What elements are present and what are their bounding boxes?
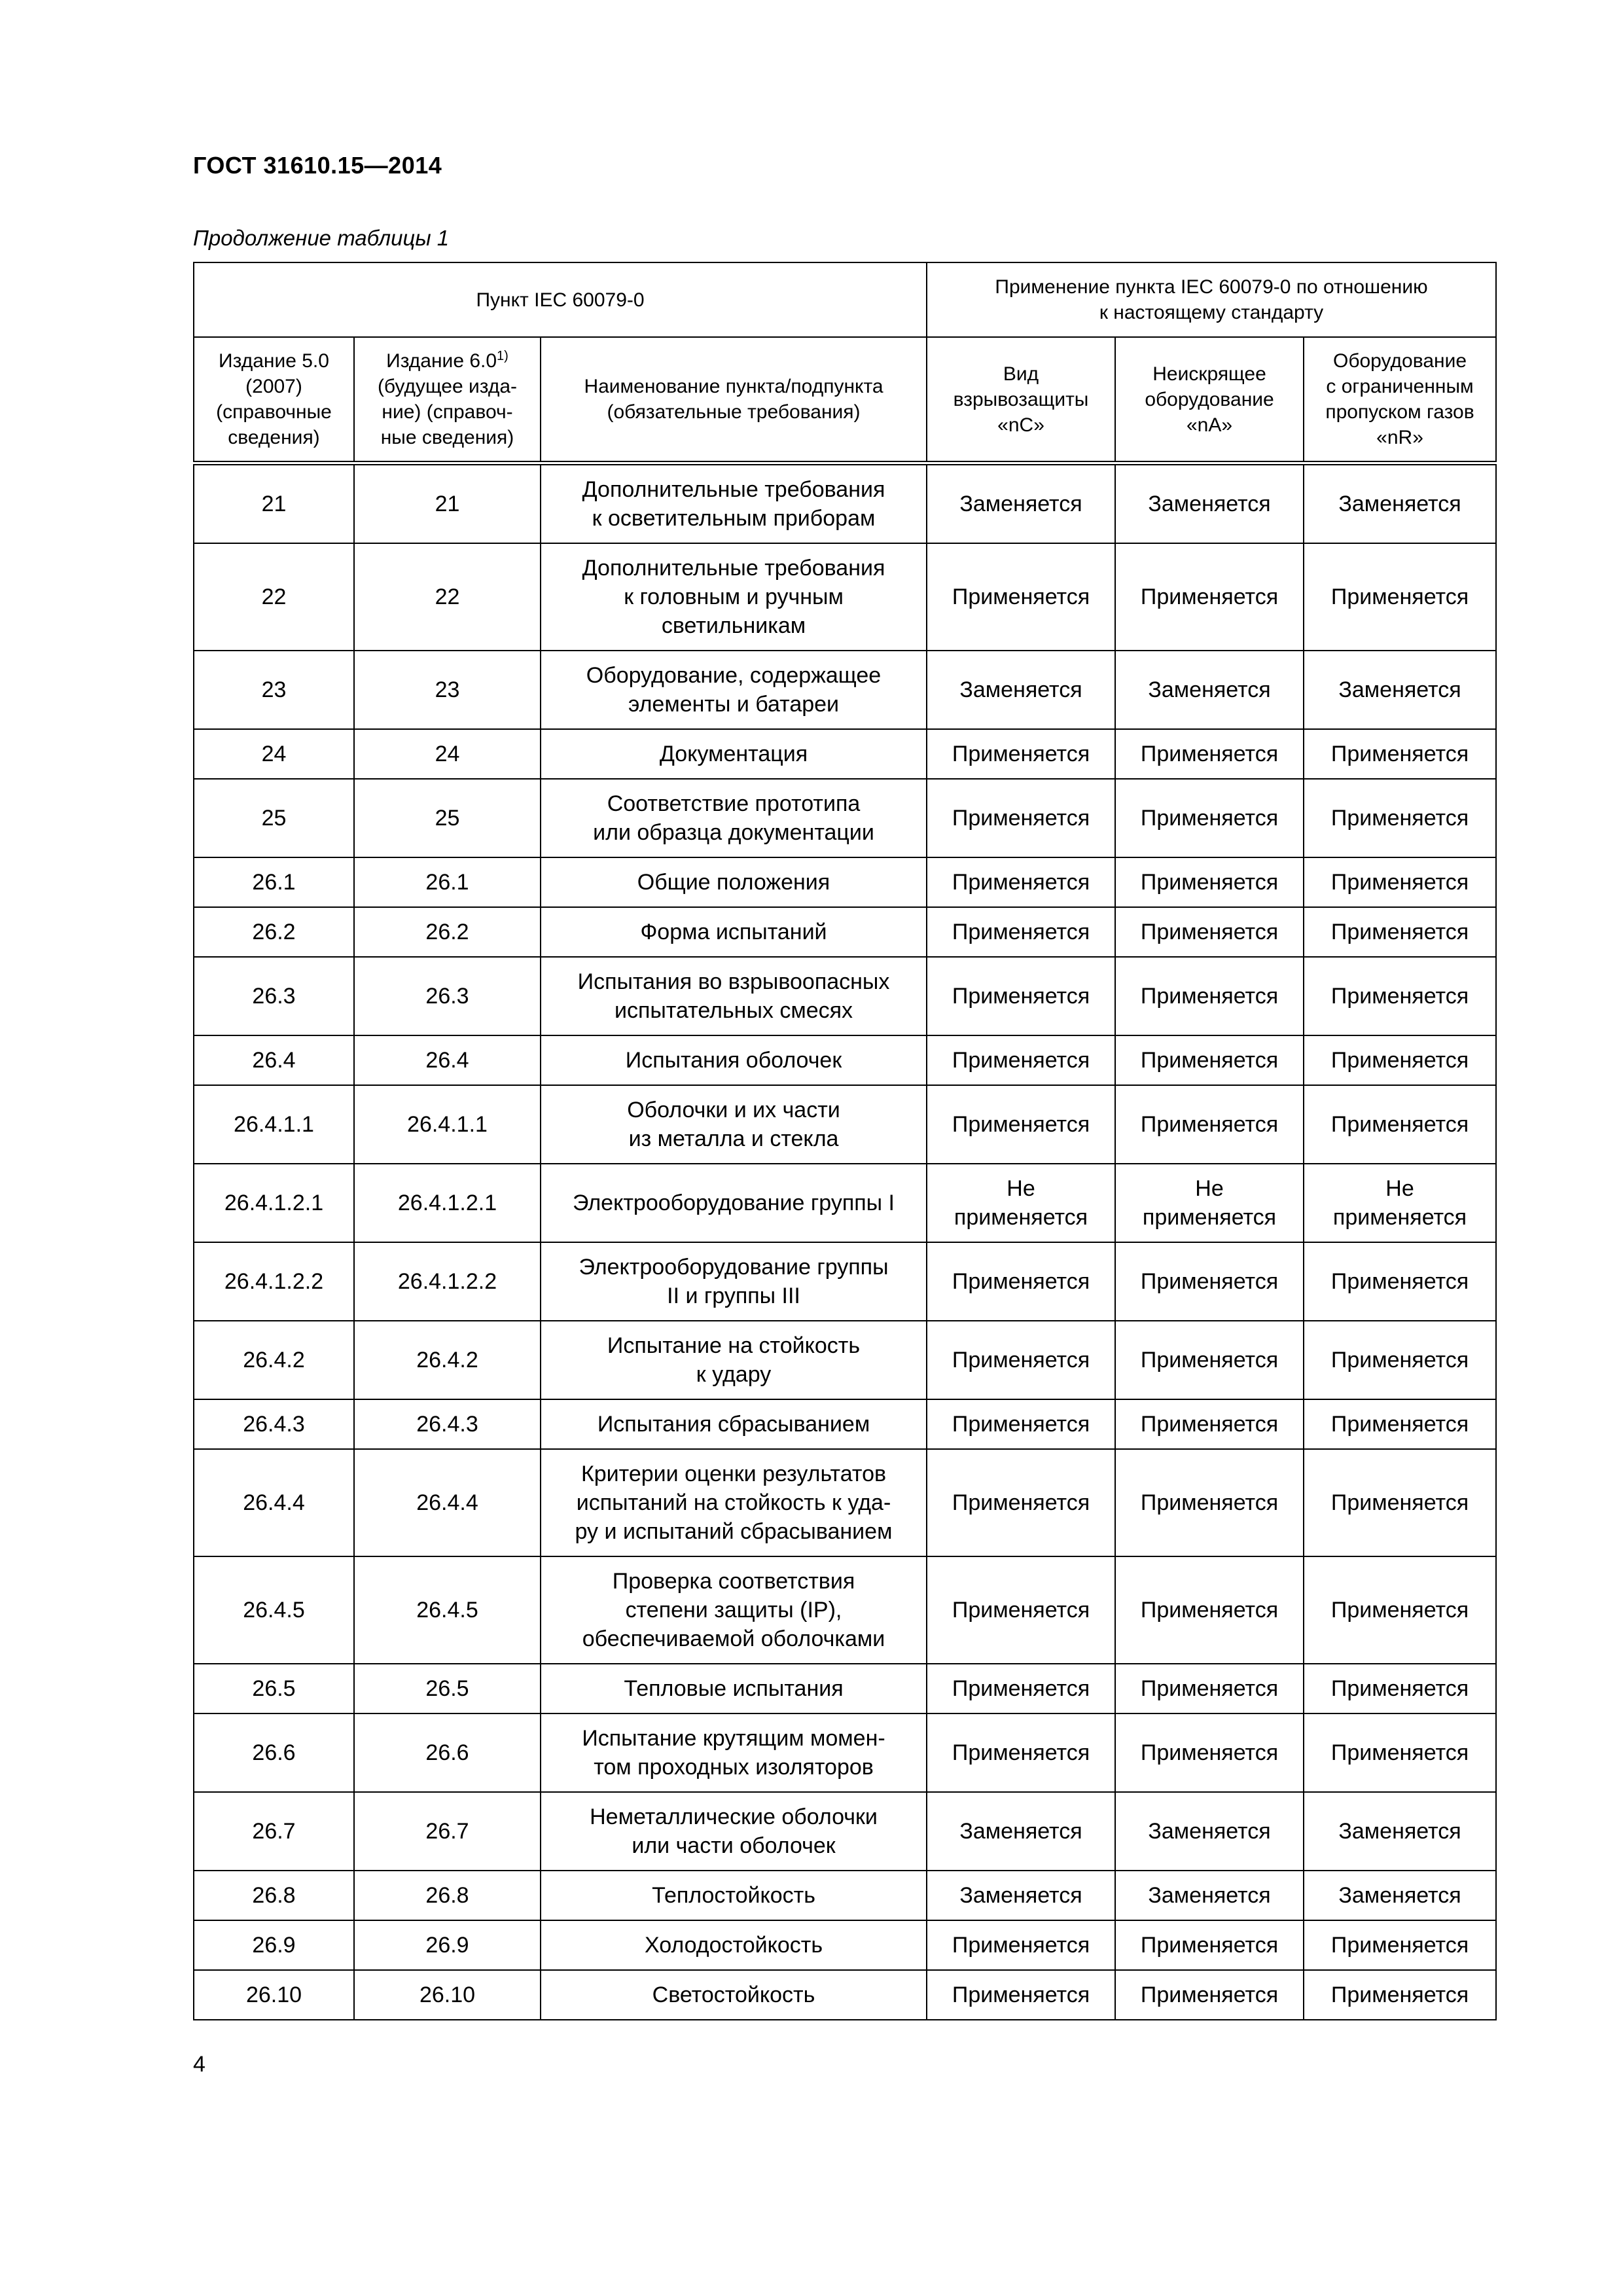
cell-clause-name — [541, 1664, 927, 1713]
header-line: (обязательные требования) — [607, 401, 861, 423]
table-row — [194, 1035, 1496, 1085]
cell-edition-5: 26.4.4 — [194, 1449, 354, 1556]
cell-line: том проходных изоляторов — [594, 1755, 874, 1780]
cell-clause-name — [541, 1792, 927, 1871]
table-row — [194, 957, 1496, 1035]
cell-line: Заменяется — [1148, 677, 1271, 702]
cell-clause-name — [541, 1920, 927, 1970]
cell-status-na — [1115, 857, 1304, 907]
cell-line: Применяется — [1330, 1676, 1469, 1701]
cell-line: Применяется — [1140, 584, 1279, 609]
table-row — [194, 1792, 1496, 1871]
header-group-application — [927, 262, 1496, 337]
cell-status-nr — [1304, 1085, 1496, 1164]
cell-status-na — [1115, 779, 1304, 857]
cell-edition-5: 21 — [194, 463, 354, 544]
cell-line: Применяется — [1330, 1740, 1469, 1765]
cell-status-nr — [1304, 1792, 1496, 1871]
cell-line: Дополнительные требования — [582, 555, 885, 581]
cell-edition-6: 24 — [354, 729, 541, 779]
cell-status-nc — [927, 1085, 1115, 1164]
cell-status-nc — [927, 1871, 1115, 1920]
cell-line: Критерии оценки результатов — [580, 1461, 887, 1486]
cell-status-nr — [1304, 1164, 1496, 1242]
cell-status-nr — [1304, 1321, 1496, 1399]
cell-line: Применяется — [1140, 1047, 1279, 1073]
cell-clause-name — [541, 1321, 927, 1399]
cell-status-nr — [1304, 1449, 1496, 1556]
cell-line: Применяется — [1140, 1347, 1279, 1372]
cell-line: II и группы III — [667, 1283, 800, 1308]
table-row — [194, 1664, 1496, 1713]
header-protection-nc — [927, 337, 1115, 463]
cell-clause-name — [541, 779, 927, 857]
cell-line: Заменяется — [959, 677, 1082, 702]
cell-line: Применяется — [1330, 1047, 1469, 1073]
cell-line: Форма испытаний — [640, 919, 827, 944]
cell-line: Не — [1007, 1175, 1035, 1201]
cell-edition-6: 26.9 — [354, 1920, 541, 1970]
cell-status-nc — [927, 729, 1115, 779]
cell-edition-5: 26.10 — [194, 1970, 354, 2020]
header-clause-name — [541, 337, 927, 463]
cell-line: Применяется — [1140, 1268, 1279, 1294]
cell-line: из металла и стекла — [628, 1126, 839, 1151]
cell-line: к удару — [696, 1362, 772, 1387]
header-line: сведения) — [228, 427, 320, 448]
cell-status-na — [1115, 1871, 1304, 1920]
cell-line: Проверка соответствия — [612, 1568, 855, 1594]
header-group-iec-clause: Пункт IEC 60079-0 — [194, 262, 927, 337]
cell-line: применяется — [954, 1205, 1088, 1230]
cell-line: Заменяется — [1338, 491, 1461, 516]
cell-line: Дополнительные требования — [582, 476, 885, 502]
cell-status-na — [1115, 651, 1304, 729]
cell-status-nc — [927, 1449, 1115, 1556]
cell-line: Испытания во взрывоопасных — [577, 969, 890, 994]
cell-edition-6: 26.5 — [354, 1664, 541, 1713]
table-row — [194, 1713, 1496, 1792]
header-line: ние) (справоч- — [382, 401, 513, 423]
header-restricted-breathing-nr — [1304, 337, 1496, 463]
page-number: 4 — [193, 2052, 205, 2077]
cell-line: Применяется — [1330, 805, 1469, 831]
clause-application-table — [193, 262, 1497, 2020]
header-line: к настоящему стандарту — [1099, 302, 1324, 323]
table-row — [194, 1920, 1496, 1970]
cell-line: Электрооборудование группы I — [573, 1190, 895, 1215]
cell-line: Применяется — [952, 805, 1090, 831]
cell-edition-6: 26.4.4 — [354, 1449, 541, 1556]
cell-line: Применяется — [952, 1411, 1090, 1437]
cell-line: Электрооборудование группы — [579, 1254, 889, 1280]
cell-line: Общие положения — [637, 869, 830, 895]
cell-line: испытаний на стойкость к уда- — [576, 1490, 891, 1515]
cell-edition-6: 26.1 — [354, 857, 541, 907]
header-line: (2007) — [245, 376, 302, 397]
cell-line: Применяется — [952, 1490, 1090, 1515]
header-line: взрывозащиты — [953, 388, 1089, 410]
header-line-text: Издание 6.0 — [386, 350, 497, 372]
cell-line: Применяется — [1330, 1597, 1469, 1623]
cell-line: Заменяется — [959, 1818, 1082, 1844]
cell-status-nc — [927, 907, 1115, 957]
cell-line: Испытание крутящим момен- — [582, 1725, 885, 1751]
cell-status-nc — [927, 1399, 1115, 1449]
cell-edition-5: 25 — [194, 779, 354, 857]
cell-line: к осветительным приборам — [592, 506, 876, 531]
header-line: «nR» — [1376, 427, 1423, 448]
cell-edition-5: 26.4 — [194, 1035, 354, 1085]
cell-status-na — [1115, 907, 1304, 957]
cell-status-nc — [927, 1242, 1115, 1321]
cell-status-nc — [927, 1035, 1115, 1085]
header-line: Оборудование — [1332, 350, 1467, 372]
table-body — [194, 463, 1496, 2020]
cell-clause-name — [541, 1164, 927, 1242]
cell-clause-name — [541, 1035, 927, 1085]
cell-line: Применяется — [952, 1597, 1090, 1623]
cell-line: Испытание на стойкость — [607, 1333, 861, 1358]
cell-status-nc — [927, 463, 1115, 544]
header-line: «nA» — [1186, 414, 1233, 436]
cell-line: применяется — [1332, 1205, 1467, 1230]
cell-line: Применяется — [1330, 919, 1469, 944]
cell-line: Заменяется — [1148, 1818, 1271, 1844]
cell-status-na — [1115, 1399, 1304, 1449]
cell-status-nr — [1304, 1664, 1496, 1713]
cell-line: Испытания оболочек — [625, 1047, 842, 1073]
footnote-mark: 1) — [497, 349, 508, 363]
cell-status-na — [1115, 463, 1304, 544]
cell-line: Светостойкость — [652, 1982, 815, 2007]
cell-line: Применяется — [1140, 805, 1279, 831]
header-line: пропуском газов — [1325, 401, 1474, 423]
header-line — [361, 348, 533, 374]
table-row — [194, 463, 1496, 544]
cell-status-nr — [1304, 857, 1496, 907]
header-edition-6 — [354, 337, 541, 463]
header-line: оборудование — [1145, 388, 1274, 410]
cell-line: Применяется — [1140, 1411, 1279, 1437]
cell-edition-6: 26.8 — [354, 1871, 541, 1920]
cell-line: Применяется — [952, 1676, 1090, 1701]
header-line: Вид — [1003, 363, 1039, 385]
cell-status-na — [1115, 1242, 1304, 1321]
cell-line: Применяется — [1330, 1111, 1469, 1137]
cell-edition-5: 26.5 — [194, 1664, 354, 1713]
cell-clause-name — [541, 1556, 927, 1664]
cell-status-nc — [927, 543, 1115, 651]
cell-edition-5: 24 — [194, 729, 354, 779]
cell-clause-name — [541, 1399, 927, 1449]
cell-edition-6: 26.4.1.2.2 — [354, 1242, 541, 1321]
cell-edition-6: 26.6 — [354, 1713, 541, 1792]
cell-edition-5: 26.4.2 — [194, 1321, 354, 1399]
cell-status-nc — [927, 651, 1115, 729]
cell-edition-6: 26.10 — [354, 1970, 541, 2020]
cell-status-na — [1115, 1164, 1304, 1242]
cell-status-nc — [927, 1920, 1115, 1970]
cell-status-na — [1115, 1713, 1304, 1792]
header-line: Издание 5.0 — [219, 350, 329, 372]
cell-edition-5: 26.1 — [194, 857, 354, 907]
cell-edition-5: 26.4.1.1 — [194, 1085, 354, 1164]
cell-line: Заменяется — [1148, 1882, 1271, 1908]
cell-status-nc — [927, 1792, 1115, 1871]
cell-line: Документация — [659, 741, 808, 766]
table-row — [194, 1242, 1496, 1321]
cell-status-na — [1115, 1035, 1304, 1085]
cell-status-na — [1115, 1321, 1304, 1399]
cell-status-na — [1115, 1085, 1304, 1164]
cell-status-na — [1115, 1792, 1304, 1871]
cell-edition-5: 26.4.5 — [194, 1556, 354, 1664]
cell-edition-6: 26.3 — [354, 957, 541, 1035]
cell-status-nr — [1304, 1035, 1496, 1085]
cell-status-nc — [927, 1321, 1115, 1399]
cell-clause-name — [541, 1871, 927, 1920]
cell-line: Применяется — [952, 1111, 1090, 1137]
cell-status-nc — [927, 1713, 1115, 1792]
cell-clause-name — [541, 857, 927, 907]
cell-edition-5: 26.7 — [194, 1792, 354, 1871]
cell-clause-name — [541, 1449, 927, 1556]
cell-status-nr — [1304, 651, 1496, 729]
cell-status-nr — [1304, 1970, 1496, 2020]
cell-line: к головным и ручным — [624, 584, 844, 609]
cell-line: Применяется — [952, 1268, 1090, 1294]
cell-edition-5: 26.4.1.2.2 — [194, 1242, 354, 1321]
cell-line: Применяется — [952, 1982, 1090, 2007]
table-row — [194, 1970, 1496, 2020]
table-row — [194, 1871, 1496, 1920]
cell-status-na — [1115, 1556, 1304, 1664]
cell-clause-name — [541, 543, 927, 651]
cell-edition-5: 26.3 — [194, 957, 354, 1035]
cell-line: Заменяется — [1338, 1882, 1461, 1908]
header-line: ные сведения) — [380, 427, 514, 448]
cell-line: Оборудование, содержащее — [586, 662, 882, 688]
cell-line: Применяется — [952, 1740, 1090, 1765]
cell-edition-6: 26.4.5 — [354, 1556, 541, 1664]
header-line: Неискрящее — [1152, 363, 1266, 385]
cell-line: Применяется — [1140, 1982, 1279, 2007]
cell-line: Применяется — [952, 919, 1090, 944]
cell-status-na — [1115, 1449, 1304, 1556]
cell-line: Неметаллические оболочки — [590, 1804, 878, 1829]
cell-status-na — [1115, 1664, 1304, 1713]
cell-status-na — [1115, 543, 1304, 651]
cell-edition-6: 26.2 — [354, 907, 541, 957]
cell-status-nc — [927, 1970, 1115, 2020]
cell-status-nc — [927, 1664, 1115, 1713]
cell-line: Применяется — [952, 869, 1090, 895]
table-header-group-row — [194, 262, 1496, 337]
cell-edition-6: 26.4.3 — [354, 1399, 541, 1449]
header-line: (будущее изда- — [377, 376, 518, 397]
cell-line: Соответствие прототипа — [607, 791, 861, 816]
table-row — [194, 1321, 1496, 1399]
cell-clause-name — [541, 1085, 927, 1164]
cell-line: Применяется — [952, 1047, 1090, 1073]
cell-line: Применяется — [1330, 1347, 1469, 1372]
cell-line: испытательных смесях — [614, 998, 853, 1023]
cell-line: Применяется — [1330, 584, 1469, 609]
cell-status-nr — [1304, 1242, 1496, 1321]
cell-line: Применяется — [1330, 1932, 1469, 1958]
cell-status-nr — [1304, 1713, 1496, 1792]
cell-status-nr — [1304, 1556, 1496, 1664]
table-row — [194, 729, 1496, 779]
cell-edition-5: 26.4.3 — [194, 1399, 354, 1449]
cell-status-nr — [1304, 779, 1496, 857]
cell-status-na — [1115, 1970, 1304, 2020]
cell-status-nr — [1304, 543, 1496, 651]
cell-clause-name — [541, 1713, 927, 1792]
cell-line: Теплостойкость — [652, 1882, 815, 1908]
cell-line: Применяется — [1140, 741, 1279, 766]
cell-clause-name — [541, 1242, 927, 1321]
cell-line: Заменяется — [959, 491, 1082, 516]
cell-line: Применяется — [1330, 1411, 1469, 1437]
cell-line: Не — [1195, 1175, 1224, 1201]
cell-clause-name — [541, 907, 927, 957]
cell-line: Применяется — [1140, 1932, 1279, 1958]
cell-line: Заменяется — [1338, 677, 1461, 702]
cell-edition-5: 26.9 — [194, 1920, 354, 1970]
cell-line: Применяется — [1330, 1982, 1469, 2007]
cell-line: Применяется — [1140, 869, 1279, 895]
header-edition-5 — [194, 337, 354, 463]
cell-clause-name — [541, 651, 927, 729]
cell-edition-6: 23 — [354, 651, 541, 729]
cell-status-nr — [1304, 1920, 1496, 1970]
cell-status-nr — [1304, 1399, 1496, 1449]
cell-edition-5: 23 — [194, 651, 354, 729]
cell-status-nr — [1304, 907, 1496, 957]
cell-status-na — [1115, 1920, 1304, 1970]
cell-status-na — [1115, 957, 1304, 1035]
table-caption: Продолжение таблицы 1 — [193, 226, 450, 250]
cell-edition-5: 26.2 — [194, 907, 354, 957]
cell-line: Применяется — [1140, 1740, 1279, 1765]
cell-edition-6: 26.4.2 — [354, 1321, 541, 1399]
table-row — [194, 1085, 1496, 1164]
cell-edition-5: 26.6 — [194, 1713, 354, 1792]
table-row — [194, 1399, 1496, 1449]
cell-line: Применяется — [952, 1347, 1090, 1372]
cell-line: Тепловые испытания — [624, 1676, 844, 1701]
cell-status-nr — [1304, 463, 1496, 544]
cell-line: Применяется — [952, 1932, 1090, 1958]
cell-edition-6: 26.4 — [354, 1035, 541, 1085]
table-row — [194, 857, 1496, 907]
cell-line: Холодостойкость — [644, 1932, 823, 1958]
cell-line: Заменяется — [1338, 1818, 1461, 1844]
cell-line: Оболочки и их части — [627, 1097, 840, 1122]
cell-line: Испытания сбрасыванием — [597, 1411, 870, 1437]
cell-status-nc — [927, 957, 1115, 1035]
cell-line: Применяется — [1140, 919, 1279, 944]
document-code: ГОСТ 31610.15—2014 — [193, 152, 442, 179]
cell-edition-5: 26.4.1.2.1 — [194, 1164, 354, 1242]
cell-line: Применяется — [1140, 1111, 1279, 1137]
cell-clause-name — [541, 463, 927, 544]
cell-clause-name — [541, 1970, 927, 2020]
cell-line: Применяется — [952, 741, 1090, 766]
table-row — [194, 1449, 1496, 1556]
cell-line: Применяется — [1330, 1268, 1469, 1294]
cell-line: или образца документации — [593, 820, 874, 845]
cell-edition-6: 21 — [354, 463, 541, 544]
cell-line: Применяется — [1330, 741, 1469, 766]
cell-line: Применяется — [1140, 1490, 1279, 1515]
cell-status-nr — [1304, 957, 1496, 1035]
cell-line: Применяется — [1330, 869, 1469, 895]
table-header-column-row — [194, 337, 1496, 463]
cell-line: Применяется — [1140, 1676, 1279, 1701]
cell-line: применяется — [1142, 1205, 1277, 1230]
cell-status-nc — [927, 1556, 1115, 1664]
header-nonsparking-na — [1115, 337, 1304, 463]
header-line: «nC» — [997, 414, 1044, 436]
cell-line: Применяется — [1140, 983, 1279, 1009]
cell-line: Применяется — [1330, 983, 1469, 1009]
cell-line: Заменяется — [959, 1882, 1082, 1908]
header-line: Применение пункта IEC 60079-0 по отношению — [995, 276, 1428, 298]
cell-line: элементы и батареи — [628, 692, 840, 717]
header-line: с ограниченным — [1326, 376, 1474, 397]
cell-status-na — [1115, 729, 1304, 779]
cell-status-nr — [1304, 1871, 1496, 1920]
cell-line: степени защиты (IP), — [625, 1597, 842, 1623]
table-row — [194, 907, 1496, 957]
cell-status-nc — [927, 779, 1115, 857]
cell-edition-6: 26.7 — [354, 1792, 541, 1871]
cell-line: светильникам — [661, 613, 806, 639]
cell-line: Применяется — [1330, 1490, 1469, 1515]
cell-edition-6: 26.4.1.1 — [354, 1085, 541, 1164]
cell-edition-5: 26.8 — [194, 1871, 354, 1920]
cell-line: Заменяется — [1148, 491, 1271, 516]
cell-status-nc — [927, 857, 1115, 907]
header-line: Наименование пункта/подпункта — [584, 376, 883, 397]
table-row — [194, 543, 1496, 651]
cell-clause-name — [541, 957, 927, 1035]
cell-edition-5: 22 — [194, 543, 354, 651]
header-line: (справочные — [216, 401, 332, 423]
cell-line: ру и испытаний сбрасыванием — [575, 1519, 893, 1545]
table-row — [194, 779, 1496, 857]
cell-line: обеспечиваемой оболочками — [582, 1626, 885, 1652]
cell-line: Применяется — [1140, 1597, 1279, 1623]
cell-status-nr — [1304, 729, 1496, 779]
cell-edition-6: 26.4.1.2.1 — [354, 1164, 541, 1242]
table-row — [194, 651, 1496, 729]
cell-clause-name — [541, 729, 927, 779]
cell-line: или части оболочек — [632, 1833, 836, 1858]
cell-edition-6: 25 — [354, 779, 541, 857]
cell-line: Применяется — [952, 983, 1090, 1009]
table-row — [194, 1164, 1496, 1242]
cell-status-nc — [927, 1164, 1115, 1242]
cell-line: Не — [1385, 1175, 1414, 1201]
table-row — [194, 1556, 1496, 1664]
cell-line: Применяется — [952, 584, 1090, 609]
cell-edition-6: 22 — [354, 543, 541, 651]
